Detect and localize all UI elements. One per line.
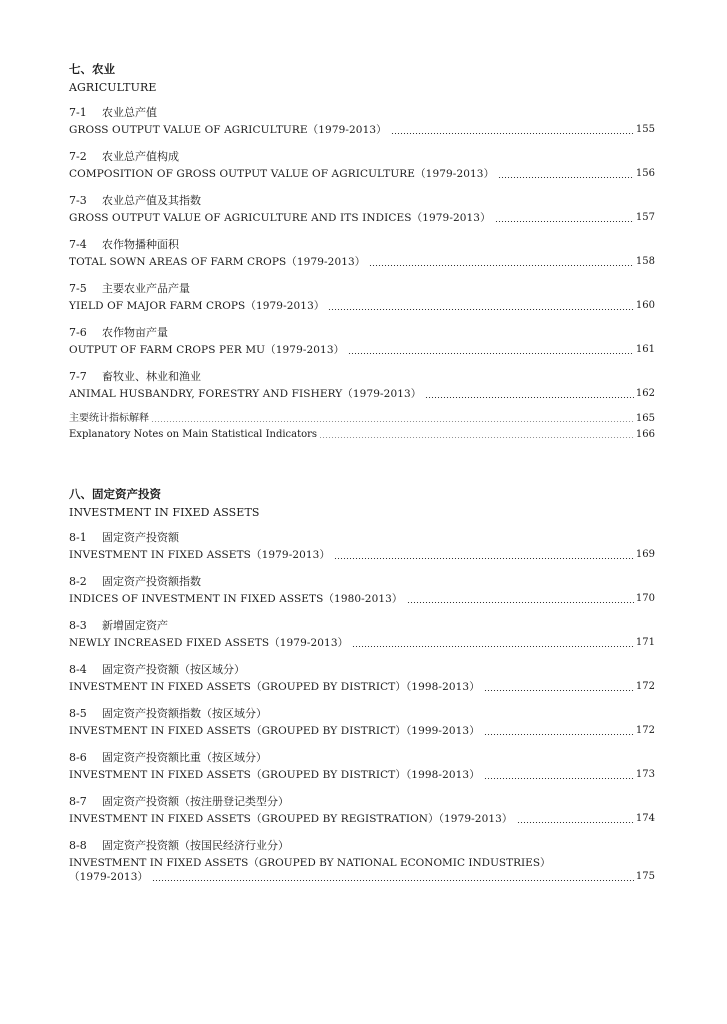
entry-number: 8-6 — [69, 751, 87, 764]
entry-title-en: OUTPUT OF FARM CROPS PER MU（1979-2013） — [69, 344, 345, 356]
entry-title-en: INVESTMENT IN FIXED ASSETS（GROUPED BY REGISTRATION）（1979-2013） — [69, 813, 513, 825]
dot-leader — [495, 221, 634, 222]
entry-page-number: 175 — [635, 871, 655, 882]
entry-title-cn: 农作物亩产量 — [102, 326, 168, 339]
entry-number: 8-3 — [69, 619, 87, 632]
toc-entry-8-5[interactable] — [69, 707, 655, 738]
toc-entry-7-3[interactable] — [69, 194, 655, 225]
dot-leader — [369, 265, 634, 266]
section-title-cn: 八、固定资产投资 — [69, 487, 161, 501]
dot-leader — [498, 177, 634, 178]
entry-page-number: 172 — [635, 681, 655, 692]
toc-page — [69, 62, 655, 897]
entry-number: 7-3 — [69, 194, 87, 207]
entry-title-en: INDICES OF INVESTMENT IN FIXED ASSETS（1980-2013） — [69, 593, 403, 605]
dot-leader — [328, 309, 633, 310]
entry-title-cn: 农作物播种面积 — [102, 238, 179, 251]
toc-section-agriculture — [69, 62, 655, 441]
dot-leader — [152, 880, 634, 881]
entry-title-en-line-2: （1979-2013） — [69, 871, 149, 883]
toc-entry-8-6[interactable] — [69, 751, 655, 782]
entry-number: 7-4 — [69, 238, 87, 251]
entry-page-number: 161 — [635, 344, 655, 355]
entry-title-cn: 主要农业产品产量 — [102, 282, 190, 295]
entry-number: 7-7 — [69, 370, 87, 383]
toc-entry-7-5[interactable] — [69, 282, 655, 313]
dot-leader — [151, 421, 634, 422]
entry-title-cn: 固定资产投资额比重（按区域分） — [102, 751, 267, 764]
dot-leader — [334, 558, 634, 559]
entry-page-number: 172 — [635, 725, 655, 736]
section-title-en: INVESTMENT IN FIXED ASSETS — [69, 506, 260, 519]
dot-leader — [484, 734, 634, 735]
entry-number: 7-2 — [69, 150, 87, 163]
entry-title-cn: 固定资产投资额指数 — [102, 575, 201, 588]
dot-leader — [484, 778, 634, 779]
dot-leader — [391, 133, 634, 134]
entry-title-en: TOTAL SOWN AREAS OF FARM CROPS（1979-2013） — [69, 256, 366, 268]
toc-entry-8-8[interactable] — [69, 839, 655, 884]
entry-title-en-line-1: INVESTMENT IN FIXED ASSETS（GROUPED BY NATIONAL ECONOMIC INDUSTRIES） — [69, 857, 551, 869]
toc-entry-7-4[interactable] — [69, 238, 655, 269]
entry-number: 7-6 — [69, 326, 87, 339]
dot-leader — [352, 646, 634, 647]
entry-title-cn: 固定资产投资额指数（按区域分） — [102, 707, 267, 720]
entry-page-number: 160 — [635, 300, 655, 311]
entry-title-cn: 畜牧业、林业和渔业 — [102, 370, 201, 383]
entry-title-cn: 农业总产值 — [102, 106, 157, 119]
dot-leader — [484, 690, 634, 691]
entry-title-en: GROSS OUTPUT VALUE OF AGRICULTURE AND ITS INDICES（1979-2013） — [69, 212, 491, 224]
toc-entry-indicator-notes-cn[interactable] — [69, 412, 655, 425]
toc-section-fixed-assets — [69, 487, 655, 884]
entry-title-en: YIELD OF MAJOR FARM CROPS（1979-2013） — [69, 300, 325, 312]
entry-number: 7-5 — [69, 282, 87, 295]
entry-page-number: 158 — [635, 256, 655, 267]
entry-page-number: 162 — [635, 388, 655, 399]
toc-entry-8-1[interactable] — [69, 531, 655, 562]
entry-number: 8-7 — [69, 795, 87, 808]
entry-page-number: 166 — [635, 429, 655, 440]
entry-title-en: GROSS OUTPUT VALUE OF AGRICULTURE（1979-2013） — [69, 124, 387, 136]
entry-title-cn: 新增固定资产 — [102, 619, 168, 632]
toc-entry-7-2[interactable] — [69, 150, 655, 181]
entry-title-en: ANIMAL HUSBANDRY, FORESTRY AND FISHERY（1979-2013） — [69, 388, 422, 400]
entry-title-en: INVESTMENT IN FIXED ASSETS（GROUPED BY DISTRICT）（1998-2013） — [69, 681, 480, 693]
toc-entry-7-6[interactable] — [69, 326, 655, 357]
entry-page-number: 170 — [635, 593, 655, 604]
section-title-cn: 七、农业 — [69, 62, 115, 76]
entry-page-number: 173 — [635, 769, 655, 780]
toc-entry-7-1[interactable] — [69, 106, 655, 137]
entry-number: 7-1 — [69, 106, 87, 119]
dot-leader — [319, 437, 634, 438]
entry-page-number: 174 — [635, 813, 655, 824]
entry-title-en: INVESTMENT IN FIXED ASSETS（GROUPED BY DISTRICT）（1998-2013） — [69, 769, 480, 781]
dot-leader — [407, 602, 634, 603]
toc-entry-7-7[interactable] — [69, 370, 655, 401]
entry-number: 8-8 — [69, 839, 87, 852]
entry-number: 8-2 — [69, 575, 87, 588]
dot-leader — [517, 822, 634, 823]
toc-entry-8-3[interactable] — [69, 619, 655, 650]
entry-title-cn: 农业总产值及其指数 — [102, 194, 201, 207]
entry-page-number: 165 — [635, 413, 655, 424]
section-title-en: AGRICULTURE — [69, 81, 157, 94]
entry-title-cn: 固定资产投资额（按国民经济行业分） — [102, 839, 289, 852]
entry-page-number: 169 — [635, 549, 655, 560]
toc-entry-8-2[interactable] — [69, 575, 655, 606]
entry-page-number: 157 — [635, 212, 655, 223]
entry-title-en: INVESTMENT IN FIXED ASSETS（1979-2013） — [69, 549, 331, 561]
entry-number: 8-4 — [69, 663, 87, 676]
entry-number: 8-1 — [69, 531, 87, 544]
entry-page-number: 155 — [635, 124, 655, 135]
entry-page-number: 156 — [635, 168, 655, 179]
entry-title-cn: 固定资产投资额（按区域分） — [102, 663, 245, 676]
toc-entry-8-4[interactable] — [69, 663, 655, 694]
entry-title-en: INVESTMENT IN FIXED ASSETS（GROUPED BY DISTRICT）（1999-2013） — [69, 725, 480, 737]
entry-title-en: NEWLY INCREASED FIXED ASSETS（1979-2013） — [69, 637, 349, 649]
toc-entry-indicator-notes-en[interactable] — [69, 428, 655, 441]
entry-number: 8-5 — [69, 707, 87, 720]
entry-title-cn: 固定资产投资额 — [102, 531, 179, 544]
entry-title-cn: 农业总产值构成 — [102, 150, 179, 163]
dot-leader — [348, 353, 634, 354]
entry-page-number: 171 — [635, 637, 655, 648]
entry-title: Explanatory Notes on Main Statistical Indicators — [69, 429, 318, 440]
toc-entry-8-7[interactable] — [69, 795, 655, 826]
entry-title-cn: 固定资产投资额（按注册登记类型分） — [102, 795, 289, 808]
entry-title-en: COMPOSITION OF GROSS OUTPUT VALUE OF AGRICULTURE（1979-2013） — [69, 168, 495, 180]
entry-title: 主要统计指标解释 — [69, 413, 149, 424]
dot-leader — [425, 397, 634, 398]
